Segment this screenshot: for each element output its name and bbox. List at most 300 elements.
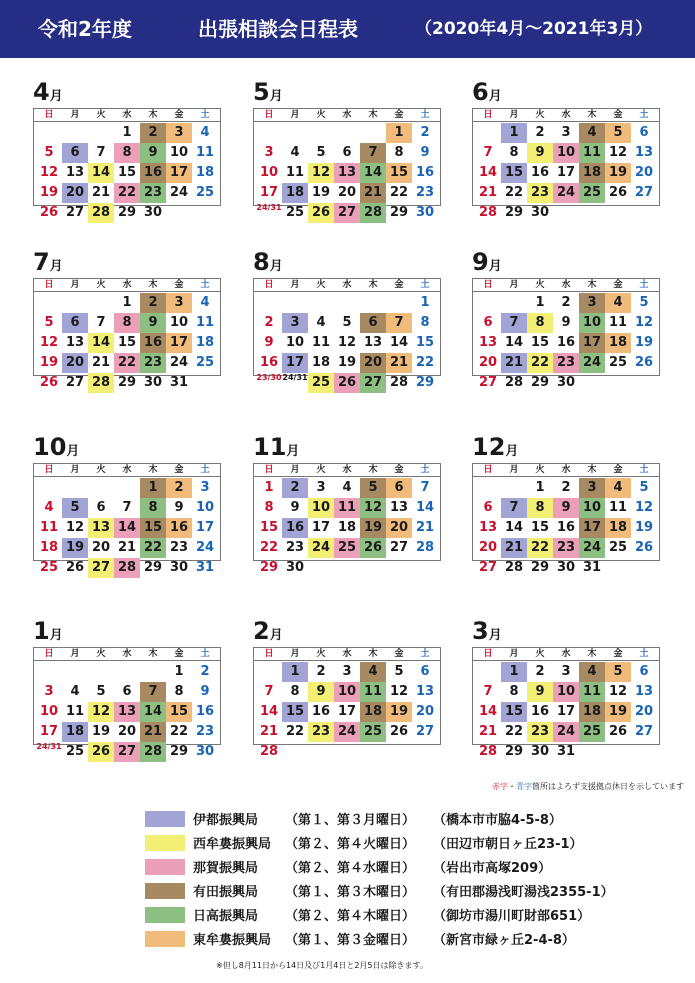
day-cell: 26 [334, 373, 360, 393]
day-cell: 31 [169, 375, 189, 390]
legend-schedule: （第２、第４木曜日） [285, 909, 416, 924]
day-cell: 9 [200, 684, 210, 699]
day-cell: 1 [501, 123, 527, 143]
day-cell: 21 [91, 355, 111, 370]
day-cell: 30 [195, 744, 215, 759]
day-cell: 11 [334, 498, 360, 518]
day-cell: 2 [420, 125, 430, 140]
day-cell: 27 [88, 558, 114, 578]
month-unit: 月 [488, 628, 502, 643]
day-cell: 12 [608, 145, 628, 160]
day-cell: 19 [91, 724, 111, 739]
day-cell: 18 [62, 722, 88, 742]
weekday-header [34, 279, 220, 292]
day-cell: 10 [334, 682, 360, 702]
day-cell: 1 [420, 295, 430, 310]
day-cell: 4 [70, 684, 80, 699]
weekday-label: 金 [174, 649, 184, 659]
day-cell: 2 [140, 123, 166, 143]
weekday-label: 水 [561, 280, 571, 290]
day-cell: 18 [579, 163, 605, 183]
day-cell: 28 [415, 540, 435, 555]
day-cell: 28 [88, 203, 114, 223]
weekday-header [34, 109, 220, 122]
day-cell: 1 [174, 664, 184, 679]
weekday-label: 土 [200, 465, 210, 475]
day-cell: 4 [360, 662, 386, 682]
day-cell: 7 [122, 500, 132, 515]
day-cell: 21 [501, 353, 527, 373]
weekday-label: 日 [483, 110, 493, 120]
day-cell: 20 [478, 540, 498, 555]
day-cell: 29 [259, 560, 279, 575]
weekday-label: 水 [561, 110, 571, 120]
day-cell: 7 [96, 145, 106, 160]
day-cell: 8 [114, 313, 140, 333]
weekday-label: 月 [509, 465, 519, 475]
day-cell: 5 [639, 480, 649, 495]
month-table [472, 647, 660, 759]
day-cell: 1 [501, 662, 527, 682]
weekday-label: 月 [290, 280, 300, 290]
day-cell: 23 [553, 538, 579, 558]
weekday-label: 月 [290, 110, 300, 120]
legend-office: 那賀振興局 [193, 861, 259, 876]
day-cell: 27 [634, 185, 654, 200]
weekday-label: 火 [535, 465, 545, 475]
day-cell: 3 [579, 293, 605, 313]
day-cell: 22 [389, 185, 409, 200]
day-cell: 11 [65, 704, 85, 719]
day-cell: 27 [634, 724, 654, 739]
day-cell: 16 [259, 355, 279, 370]
weekday-label: 金 [394, 110, 404, 120]
day-cell: 24/31 [36, 742, 62, 751]
day-cell: 2 [535, 664, 545, 679]
day-cell: 6 [386, 478, 412, 498]
day-cell: 14 [88, 333, 114, 353]
month-title [253, 248, 283, 278]
month-unit: 月 [488, 89, 502, 104]
weekday-label: 金 [174, 110, 184, 120]
month-title [33, 617, 63, 647]
day-cell: 13 [65, 335, 85, 350]
weekday-label: 火 [96, 465, 106, 475]
day-cell: 29 [117, 205, 137, 220]
weekday-label: 火 [96, 280, 106, 290]
day-cell: 13 [88, 518, 114, 538]
day-cell: 15 [140, 518, 166, 538]
weekday-header [34, 464, 220, 477]
day-cell: 12 [360, 498, 386, 518]
day-cell: 30 [530, 744, 550, 759]
day-cell: 14 [478, 704, 498, 719]
day-cell: 8 [527, 313, 553, 333]
day-cell: 14 [140, 702, 166, 722]
weekday-header [473, 279, 659, 292]
month-number: 8 [253, 248, 270, 276]
weekday-label: 月 [509, 649, 519, 659]
day-cell: 14 [88, 163, 114, 183]
day-cell: 6 [420, 664, 430, 679]
month-table [253, 463, 441, 575]
day-cell: 23 [527, 183, 553, 203]
weekday-label: 木 [368, 280, 378, 290]
day-cell: 3 [264, 145, 274, 160]
day-cell: 9 [290, 500, 300, 515]
day-cell: 14 [389, 335, 409, 350]
day-cell: 6 [122, 684, 132, 699]
month-table [253, 278, 441, 390]
day-cell: 25 [39, 560, 59, 575]
legend-office: 西牟婁振興局 [193, 837, 272, 852]
day-cell: 20 [386, 518, 412, 538]
weekday-label: 土 [420, 280, 430, 290]
weekday-label: 日 [264, 110, 274, 120]
day-cell: 16 [530, 704, 550, 719]
legend-address: （有田郡湯浅町湯浅2355-1） [433, 885, 614, 900]
day-cell: 29 [169, 744, 189, 759]
day-cell: 17 [556, 165, 576, 180]
weekday-label: 水 [561, 649, 571, 659]
month-calendar [472, 617, 660, 759]
legend-address: （御坊市湯川町財部651） [433, 909, 591, 924]
weekday-label: 木 [148, 649, 158, 659]
day-cell: 10 [579, 313, 605, 333]
day-cell: 24/31 [282, 373, 308, 382]
day-cell: 30 [143, 205, 163, 220]
day-cell: 6 [639, 664, 649, 679]
legend-office: 東牟婁振興局 [193, 933, 272, 948]
day-cell: 9 [527, 143, 553, 163]
month-unit: 月 [286, 444, 300, 459]
weekday-header [254, 464, 440, 477]
month-number: 5 [253, 78, 270, 106]
day-cell: 12 [308, 163, 334, 183]
header-period: （2020年4月～2021年3月） [415, 19, 653, 39]
day-cell: 27 [389, 540, 409, 555]
weekday-label: 火 [316, 465, 326, 475]
legend-address: （田辺市朝日ヶ丘23-1） [433, 837, 583, 852]
day-cell: 1 [535, 295, 545, 310]
day-cell: 12 [88, 702, 114, 722]
day-cell: 24 [195, 540, 215, 555]
legend-office: 伊都振興局 [193, 813, 259, 828]
day-cell: 20 [62, 353, 88, 373]
day-cell: 25 [334, 538, 360, 558]
day-cell: 15 [501, 702, 527, 722]
month-title [33, 78, 63, 108]
day-cell: 26 [389, 724, 409, 739]
weekday-label: 木 [148, 465, 158, 475]
weekday-label: 月 [509, 110, 519, 120]
day-cell: 29 [504, 205, 524, 220]
day-cell: 22 [527, 353, 553, 373]
day-cell: 7 [483, 145, 493, 160]
day-cell: 1 [535, 480, 545, 495]
day-cell: 23 [140, 183, 166, 203]
legend-office: 日高振興局 [193, 909, 259, 924]
weekday-label: 水 [122, 280, 132, 290]
day-cell: 30 [556, 375, 576, 390]
month-calendar [33, 433, 221, 575]
day-cell: 15 [117, 335, 137, 350]
day-cell: 15 [282, 702, 308, 722]
day-cell: 16 [556, 520, 576, 535]
weekday-label: 火 [535, 280, 545, 290]
header-year: 令和2年度 [38, 17, 132, 41]
day-cell: 27 [65, 375, 85, 390]
day-cell: 16 [140, 163, 166, 183]
day-cell: 23 [415, 185, 435, 200]
day-cell: 21 [259, 724, 279, 739]
day-cell: 10 [169, 145, 189, 160]
weekday-header [473, 648, 659, 661]
day-cell: 28 [259, 744, 279, 759]
day-cell: 11 [39, 520, 59, 535]
day-cell: 20 [634, 704, 654, 719]
day-cell: 13 [65, 165, 85, 180]
day-cell: 10 [169, 315, 189, 330]
day-cell: 13 [334, 163, 360, 183]
day-cell: 7 [501, 313, 527, 333]
month-unit: 月 [49, 89, 63, 104]
weekday-label: 金 [394, 649, 404, 659]
day-cell: 21 [117, 540, 137, 555]
weekday-label: 日 [44, 649, 54, 659]
weekday-label: 火 [535, 110, 545, 120]
day-cell: 14 [478, 165, 498, 180]
day-cell: 25 [608, 355, 628, 370]
day-cell: 26 [360, 538, 386, 558]
day-cell: 15 [415, 335, 435, 350]
day-cell: 24 [169, 355, 189, 370]
month-calendar [472, 248, 660, 390]
day-cell: 23 [169, 540, 189, 555]
weekday-label: 土 [420, 465, 430, 475]
weekday-label: 水 [342, 465, 352, 475]
weekday-label: 日 [44, 280, 54, 290]
day-cell: 10 [308, 498, 334, 518]
day-cell: 27 [478, 375, 498, 390]
day-cell: 10 [39, 704, 59, 719]
day-cell: 20 [62, 183, 88, 203]
day-cell: 5 [394, 664, 404, 679]
day-cell: 9 [140, 143, 166, 163]
day-cell: 6 [483, 315, 493, 330]
day-cell: 21 [140, 722, 166, 742]
day-cell: 1 [140, 478, 166, 498]
day-cell: 21 [478, 185, 498, 200]
day-cell: 29 [389, 205, 409, 220]
day-cell: 28 [478, 744, 498, 759]
month-calendar [33, 78, 221, 220]
day-cell: 23 [195, 724, 215, 739]
day-cell: 5 [342, 315, 352, 330]
day-cell: 3 [200, 480, 210, 495]
day-cell: 30 [285, 560, 305, 575]
legend-address: （岩出市高塚209） [433, 861, 552, 876]
day-cell: 7 [483, 684, 493, 699]
day-cell: 6 [96, 500, 106, 515]
day-cell: 20 [478, 355, 498, 370]
day-cell: 26 [634, 355, 654, 370]
day-cell: 3 [282, 313, 308, 333]
day-cell: 14 [415, 500, 435, 515]
day-cell: 29 [117, 375, 137, 390]
day-cell: 5 [605, 123, 631, 143]
day-cell: 10 [553, 143, 579, 163]
day-cell: 18 [605, 518, 631, 538]
day-cell: 4 [605, 293, 631, 313]
weekday-label: 水 [342, 110, 352, 120]
day-cell: 6 [639, 125, 649, 140]
day-cell: 10 [579, 498, 605, 518]
weekday-header [254, 648, 440, 661]
weekday-label: 木 [368, 110, 378, 120]
weekday-label: 日 [483, 280, 493, 290]
day-cell: 19 [634, 520, 654, 535]
page-header [0, 0, 695, 58]
day-cell: 17 [166, 333, 192, 353]
weekday-label: 木 [148, 280, 158, 290]
day-cell: 22 [114, 183, 140, 203]
day-cell: 10 [553, 682, 579, 702]
day-cell: 11 [195, 315, 215, 330]
day-cell: 6 [62, 143, 88, 163]
day-cell: 28 [88, 373, 114, 393]
weekday-label: 日 [264, 280, 274, 290]
day-cell: 19 [39, 355, 59, 370]
day-cell: 3 [561, 664, 571, 679]
month-table [33, 108, 221, 220]
day-cell: 12 [608, 684, 628, 699]
weekday-label: 金 [613, 465, 623, 475]
day-cell: 26 [608, 185, 628, 200]
day-cell: 17 [259, 185, 279, 200]
weekday-label: 日 [264, 649, 274, 659]
month-calendar [253, 78, 441, 220]
month-title [472, 78, 502, 108]
day-cell: 14 [259, 704, 279, 719]
day-cell: 8 [509, 684, 519, 699]
day-cell: 13 [415, 684, 435, 699]
day-cell: 3 [579, 478, 605, 498]
day-cell: 15 [166, 702, 192, 722]
weekday-header [254, 109, 440, 122]
month-unit: 月 [49, 259, 63, 274]
day-cell: 30 [143, 375, 163, 390]
month-table [472, 278, 660, 390]
weekday-label: 水 [561, 465, 571, 475]
day-cell: 9 [420, 145, 430, 160]
day-cell: 31 [195, 560, 215, 575]
month-title [253, 617, 283, 647]
day-cell: 26 [608, 724, 628, 739]
day-cell: 19 [605, 702, 631, 722]
day-cell: 24 [553, 722, 579, 742]
day-cell: 17 [337, 704, 357, 719]
day-cell: 29 [143, 560, 163, 575]
weekday-label: 水 [342, 649, 352, 659]
month-number: 10 [33, 433, 67, 461]
day-cell: 30 [556, 560, 576, 575]
day-cell: 18 [195, 335, 215, 350]
day-cell: 18 [282, 183, 308, 203]
day-cell: 20 [337, 185, 357, 200]
day-cell: 25 [579, 722, 605, 742]
day-cell: 7 [420, 480, 430, 495]
day-cell: 10 [285, 335, 305, 350]
day-cell: 3 [342, 664, 352, 679]
day-cell: 5 [96, 684, 106, 699]
day-cell: 10 [259, 165, 279, 180]
day-cell: 30 [415, 205, 435, 220]
month-number: 4 [33, 78, 50, 106]
weekday-label: 金 [613, 649, 623, 659]
month-table [472, 463, 660, 575]
weekday-label: 月 [70, 110, 80, 120]
weekday-label: 日 [44, 110, 54, 120]
day-cell: 24/31 [256, 203, 282, 212]
legend-schedule: （第１、第３月曜日） [285, 813, 416, 828]
day-cell: 18 [311, 355, 331, 370]
day-cell: 9 [553, 498, 579, 518]
legend-schedule: （第１、第３金曜日） [285, 933, 416, 948]
day-cell: 27 [65, 205, 85, 220]
day-cell: 15 [530, 520, 550, 535]
day-cell: 18 [605, 333, 631, 353]
day-cell: 25 [195, 185, 215, 200]
month-calendar [472, 433, 660, 575]
month-number: 6 [472, 78, 489, 106]
day-cell: 24 [169, 185, 189, 200]
month-title [472, 433, 518, 463]
day-cell: 13 [634, 684, 654, 699]
weekday-label: 火 [96, 110, 106, 120]
day-cell: 4 [605, 478, 631, 498]
day-cell: 17 [195, 520, 215, 535]
day-cell: 30 [169, 560, 189, 575]
day-cell: 11 [608, 500, 628, 515]
day-cell: 22 [140, 538, 166, 558]
day-cell: 11 [311, 335, 331, 350]
weekday-label: 木 [587, 649, 597, 659]
day-cell: 14 [360, 163, 386, 183]
day-cell: 15 [259, 520, 279, 535]
day-cell: 28 [478, 205, 498, 220]
day-cell: 17 [39, 724, 59, 739]
day-cell: 3 [561, 125, 571, 140]
day-cell: 3 [166, 293, 192, 313]
weekday-label: 土 [639, 280, 649, 290]
day-cell: 11 [360, 682, 386, 702]
weekday-label: 土 [200, 649, 210, 659]
weekday-label: 土 [639, 649, 649, 659]
weekday-label: 木 [587, 110, 597, 120]
day-cell: 20 [117, 724, 137, 739]
weekday-label: 木 [148, 110, 158, 120]
day-cell: 8 [114, 143, 140, 163]
day-cell: 19 [337, 355, 357, 370]
day-cell: 29 [504, 744, 524, 759]
month-title [472, 617, 502, 647]
day-cell: 9 [174, 500, 184, 515]
legend-swatch [145, 811, 185, 827]
day-cell: 6 [62, 313, 88, 333]
month-number: 1 [33, 617, 50, 645]
day-cell: 5 [62, 498, 88, 518]
